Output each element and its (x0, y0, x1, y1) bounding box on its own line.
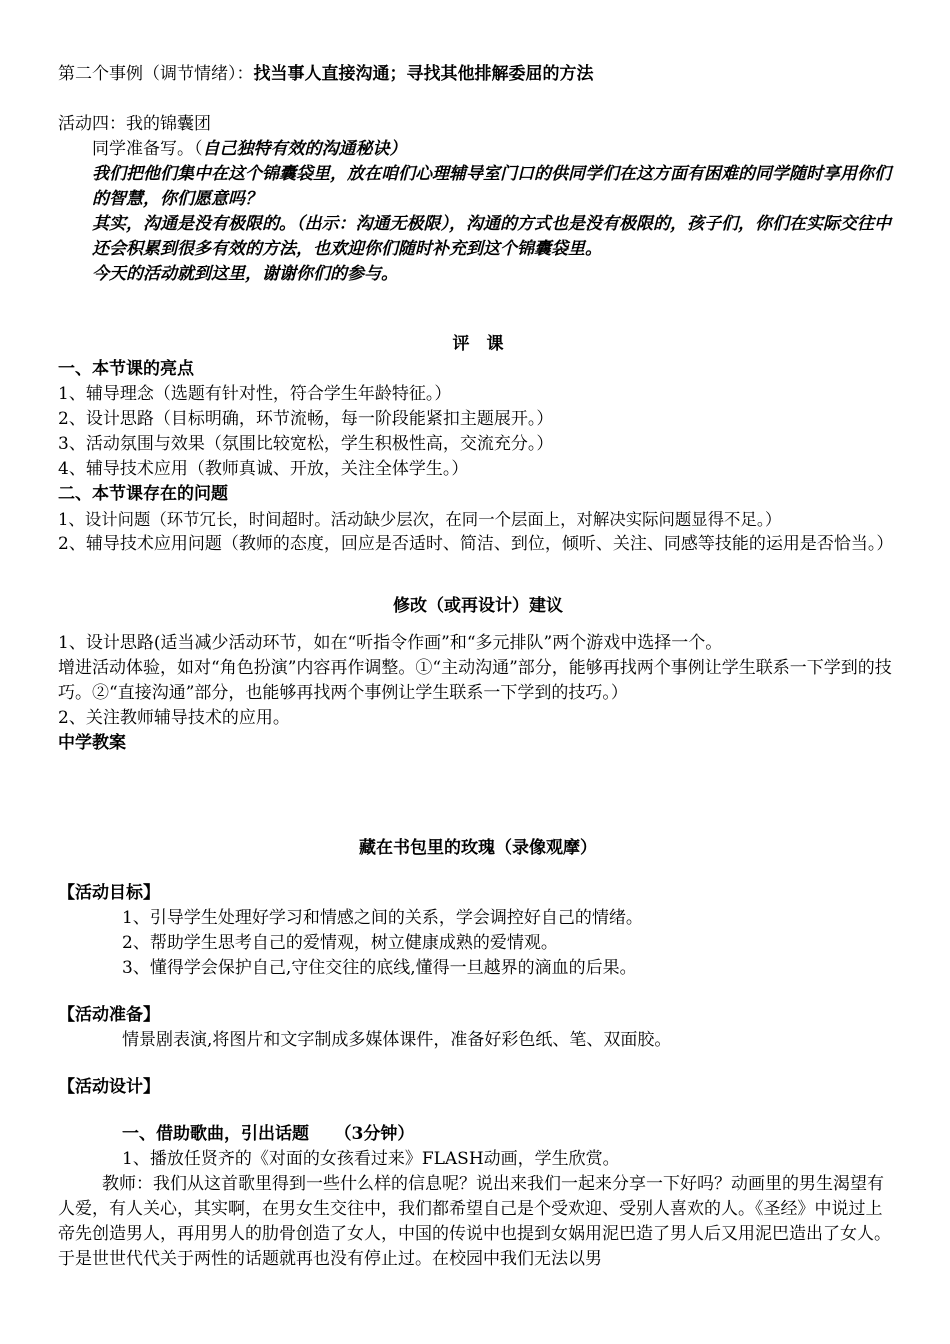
prep-line (58, 137, 898, 162)
paragraph-collect: 我们把他们集中在这个锦囊袋里，放在咱们心理辅导室门口的供同学们在这方面有困难的同学随时享用你们的智慧，你们愿意吗？ (92, 164, 891, 209)
step-one-item: 1、播放任贤齐的《对面的女孩看过来》FLASH动画，学生欣赏。 (122, 1149, 620, 1169)
revision-item: 增进活动体验，如对“角色扮演”内容再作调整。①“主动沟通”部分，能够再找两个事例让学生联系一下学到的技巧。②“直接沟通”部分，也能够再找两个事例让学生联系一下学到的技巧。） (58, 658, 892, 703)
prep-heading: 【活动准备】 (58, 1005, 160, 1025)
case-two-label: 第二个事例（调节情绪）： (58, 64, 254, 84)
teacher-text: 教师：我们从这首歌里得到一些什么样的信息呢？说出来我们一起来分享一下好吗？动画里的男生渴望有人爱，有人关心，其实啊，在男女生交往中，我们都希望自己是个受欢迎、受别人喜欢的人。《圣经》中说过上帝先创造男人，再用男人的肋骨创造了女人，中国的传说中也提到女娲用泥巴造了男人后又用泥巴造出了女人。于是世世代代关于两性的话题就再也没有停止过。在校园中我们无法以男 (58, 1174, 891, 1269)
section-tag: 中学教案 (58, 733, 126, 753)
revision-item: 2、关注教师辅导技术的应用。 (58, 708, 290, 728)
revision-title: 修改（或再设计）建议 (393, 596, 563, 616)
prep-description: 情景剧表演,将图片和文字制成多媒体课件，准备好彩色纸、笔、双面胶。 (122, 1030, 672, 1050)
problem-item: 1、设计问题（环节冗长，时间超时。活动缺少层次，在同一个层面上，对解决实际问题显得不足。） (58, 510, 782, 529)
highlight-item: 4、辅导技术应用（教师真诚、开放，关注全体学生。） (58, 459, 469, 479)
activity-four-title: 活动四：我的锦囊团 (58, 114, 211, 134)
lesson-title: 藏在书包里的玫瑰（录像观摩） (359, 838, 597, 858)
teacher-paragraph (58, 1172, 898, 1272)
revision-item: 1、设计思路(适当减少活动环节，如在“听指令作画”和“多元排队”两个游戏中选择一个。 (58, 633, 723, 653)
paragraph-no-limit: 其实，沟通是没有极限的。（出示：沟通无极限），沟通的方式也是没有极限的，孩子们，你们在实际交往中还会积累到很多有效的方法，也欢迎你们随时补充到这个锦囊袋里。 (92, 214, 891, 259)
highlights-heading: 一、本节课的亮点 (58, 359, 194, 379)
design-heading: 【活动设计】 (58, 1077, 160, 1097)
problems-heading: 二、本节课存在的问题 (58, 484, 228, 504)
goal-item: 2、帮助学生思考自己的爱情观，树立健康成熟的爱情观。 (122, 933, 558, 953)
problem-item: 2、辅导技术应用问题（教师的态度，回应是否适时、简洁、到位，倾听、关注、同感等技能的运用是否恰当。） (58, 534, 894, 554)
review-title: 评 课 (452, 334, 504, 354)
goal-item: 3、懂得学会保护自己,守住交往的底线,懂得一旦越界的滴血的后果。 (122, 958, 637, 978)
prep-italic: 自己独特有效的沟通秘诀） (202, 139, 407, 159)
case-two-line (58, 62, 898, 87)
step-one-title: 一、借助歌曲，引出话题 （3分钟） (122, 1124, 415, 1144)
prep-text: 同学准备写。（ (92, 139, 203, 159)
highlight-item: 2、设计思路（目标明确，环节流畅，每一阶段能紧扣主题展开。） (58, 409, 554, 429)
highlight-item: 1、辅导理念（选题有针对性，符合学生年龄特征。） (58, 384, 452, 404)
paragraph-closing: 今天的活动就到这里，谢谢你们的参与。 (92, 264, 398, 284)
highlight-item: 3、活动氛围与效果（氛围比较宽松，学生积极性高，交流充分。） (58, 434, 554, 454)
document-page (58, 62, 898, 1272)
goal-item: 1、引导学生处理好学习和情感之间的关系，学会调控好自己的情绪。 (122, 908, 643, 928)
case-two-method: 找当事人直接沟通；寻找其他排解委屈的方法 (253, 64, 594, 84)
goals-heading: 【活动目标】 (58, 883, 160, 903)
